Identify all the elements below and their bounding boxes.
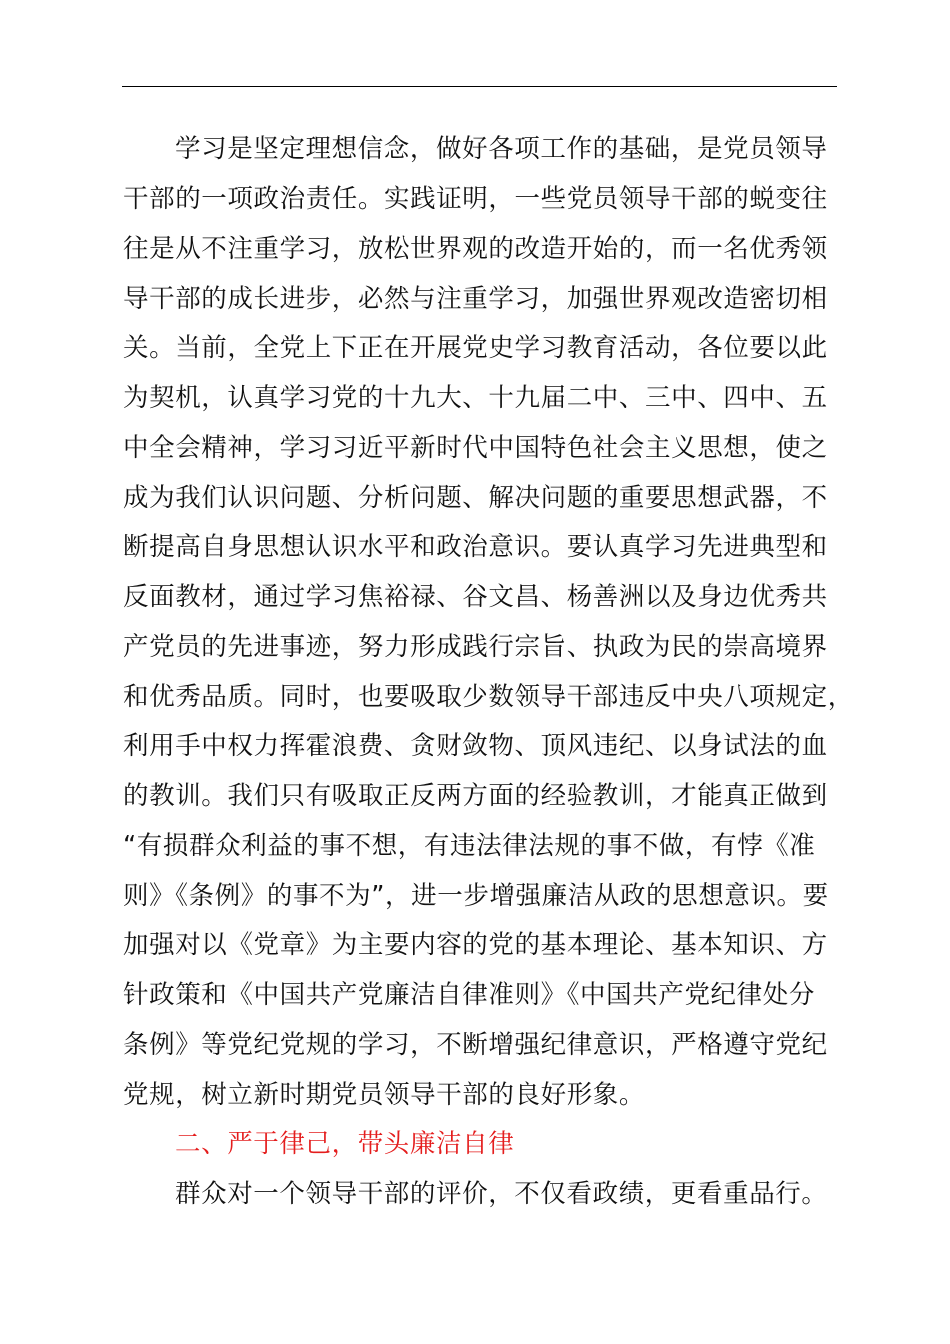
paragraph-1-line: 利用手中权力挥霍浪费、贪财敛物、顶风违纪、以身试法的血 [123,731,828,761]
section-heading: 二、严于律己，带头廉洁自律 [175,1129,515,1159]
paragraph-1-line: 学习是坚定理想信念，做好各项工作的基础，是党员领导 [175,134,828,164]
paragraph-1-line: 反面教材，通过学习焦裕禄、谷文昌、杨善洲以及身边优秀共 [123,582,828,612]
paragraph-1-line: “有损群众利益的事不想，有违法律法规的事不做，有悖《准 [123,831,816,861]
paragraph-1-line: 和优秀品质。同时，也要吸取少数领导干部违反中央八项规定， [123,682,854,712]
paragraph-1-line: 往是从不注重学习，放松世界观的改造开始的，而一名优秀领 [123,234,828,264]
header-rule [122,86,837,87]
paragraph-1-line: 断提高自身思想认识水平和政治意识。要认真学习先进典型和 [123,532,828,562]
paragraph-1-line: 干部的一项政治责任。实践证明，一些党员领导干部的蜕变往 [123,184,828,214]
paragraph-1-line: 为契机，认真学习党的十九大、十九届二中、三中、四中、五 [123,383,828,413]
paragraph-1-line: 的教训。我们只有吸取正反两方面的经验教训，才能真正做到 [123,781,828,811]
paragraph-1-line: 关。当前，全党上下正在开展党史学习教育活动，各位要以此 [123,333,828,363]
paragraph-1-line: 成为我们认识问题、分析问题、解决问题的重要思想武器，不 [123,483,828,513]
paragraph-1-line: 党规，树立新时期党员领导干部的良好形象。 [123,1080,646,1110]
paragraph-1-line: 加强对以《党章》为主要内容的党的基本理论、基本知识、方 [123,930,828,960]
paragraph-1-line: 针政策和《中国共产党廉洁自律准则》《中国共产党纪律处分 [123,980,815,1010]
paragraph-1-line: 导干部的成长进步，必然与注重学习，加强世界观改造密切相 [123,284,828,314]
paragraph-1-line: 产党员的先进事迹，努力形成践行宗旨、执政为民的崇高境界 [123,632,828,662]
paragraph-1-line: 条例》等党纪党规的学习，不断增强纪律意识，严格遵守党纪 [123,1030,828,1060]
paragraph-1-line: 中全会精神，学习习近平新时代中国特色社会主义思想，使之 [123,433,828,463]
paragraph-2-line: 群众对一个领导干部的评价，不仅看政绩，更看重品行。 [175,1179,828,1209]
paragraph-1-line: 则》《条例》的事不为”，进一步增强廉洁从政的思想意识。要 [123,881,829,911]
